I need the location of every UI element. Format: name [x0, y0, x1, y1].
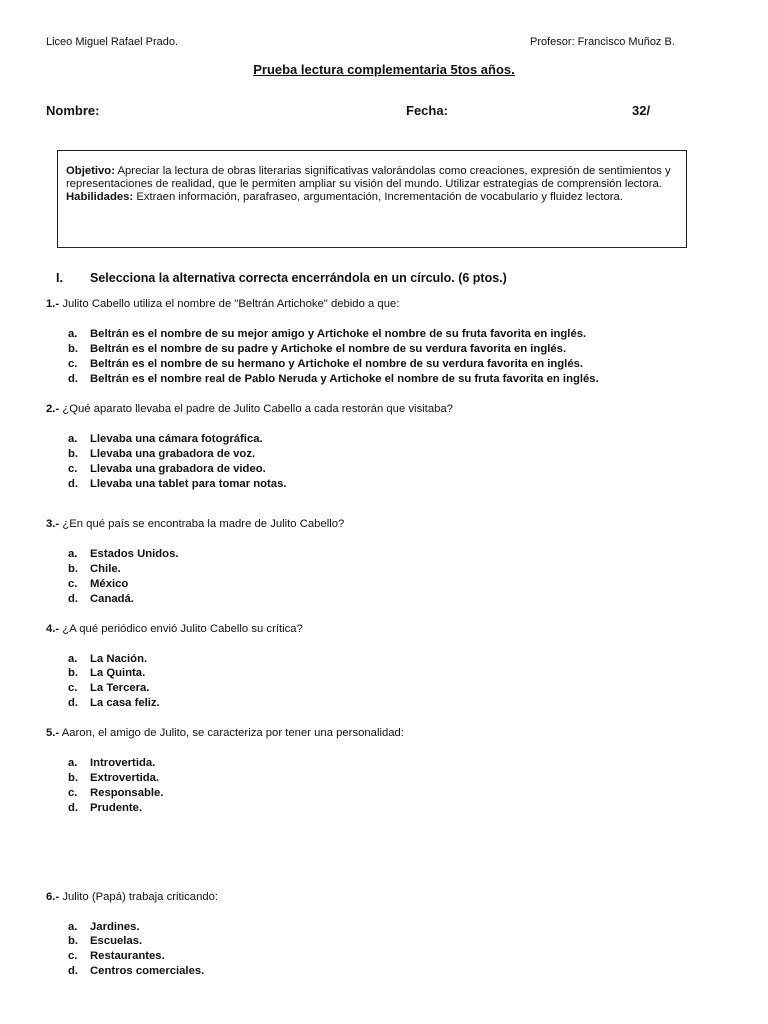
question-number: 5.- [46, 727, 60, 739]
page-title: Prueba lectura complementaria 5tos años. [253, 62, 515, 77]
question-number: 4.- [46, 623, 60, 635]
option-text[interactable]: La Tercera. [90, 682, 150, 694]
objective-label: Objetivo: [66, 165, 115, 177]
option-letter: a. [68, 328, 78, 340]
option-letter: d. [68, 802, 79, 814]
option-letter: a. [68, 757, 78, 769]
option-text[interactable]: La casa feliz. [90, 697, 160, 709]
option-text[interactable]: Beltrán es el nombre de su mejor amigo y Artichoke el nombre de su fruta favorita en inglés. [90, 328, 587, 340]
option-text[interactable]: Jardines. [90, 921, 140, 933]
name-label: Nombre: [46, 103, 100, 118]
question-number: 1.- [46, 298, 60, 310]
option-text[interactable]: Chile. [90, 563, 121, 575]
option-text[interactable]: Beltrán es el nombre real de Pablo Neruda y Artichoke el nombre de su fruta favorita en inglés. [90, 373, 599, 385]
option-letter: a. [68, 653, 78, 665]
question-number: 2.- [46, 403, 60, 415]
teacher-name: Profesor: Francisco Muñoz B. [530, 36, 675, 48]
skills-text: Extraen información, parafraseo, argumentación, Incrementación de vocabulario y fluidez lectora. [136, 191, 623, 203]
option-text[interactable]: Llevaba una grabadora de voz. [90, 448, 256, 460]
option-text[interactable]: Llevaba una tablet para tomar notas. [90, 478, 287, 490]
option-letter: b. [68, 935, 79, 947]
question-5 [46, 727, 404, 739]
option-letter: c. [68, 787, 78, 799]
objective-text: Apreciar la lectura de obras literarias significativas valorándolas como creaciones, expresión de sentimientos y representaciones de realidad, que le permiten ampliar su visión del mundo. Utilizar estrategias de comprensión lectora. [66, 165, 671, 190]
option-text[interactable]: Prudente. [90, 802, 143, 814]
question-number: 3.- [46, 518, 60, 530]
question-text: ¿A qué periódico envió Julito Cabello su crítica? [62, 623, 303, 635]
option-text[interactable]: Escuelas. [90, 935, 143, 947]
school-name: Liceo Miguel Rafael Prado. [46, 36, 179, 48]
option-text[interactable]: Introvertida. [90, 757, 156, 769]
section-instruction: Selecciona la alternativa correcta encerrándola en un círculo. (6 ptos.) [90, 271, 507, 285]
question-6 [46, 891, 218, 903]
score-label: 32/ [632, 103, 651, 118]
question-1 [46, 298, 399, 310]
skills-label: Habilidades: [66, 191, 134, 203]
option-text[interactable]: Responsable. [90, 787, 164, 799]
option-letter: c. [68, 463, 78, 475]
option-letter: a. [68, 921, 78, 933]
option-letter: d. [68, 478, 79, 490]
option-text[interactable]: La Quinta. [90, 667, 146, 679]
option-text[interactable]: Restaurantes. [90, 950, 165, 962]
option-text[interactable]: Estados Unidos. [90, 548, 179, 560]
option-text[interactable]: Extrovertida. [90, 772, 160, 784]
option-letter: b. [68, 448, 79, 460]
option-text[interactable]: Llevaba una grabadora de video. [90, 463, 266, 475]
question-text: Julito Cabello utiliza el nombre de "Beltrán Artichoke" debido a que: [62, 298, 400, 310]
option-text[interactable]: Llevaba una cámara fotográfica. [90, 433, 263, 445]
option-text[interactable]: Beltrán es el nombre de su hermano y Artichoke el nombre de su verdura favorita en inglés. [90, 358, 584, 370]
option-letter: c. [68, 950, 78, 962]
option-letter: c. [68, 682, 78, 694]
question-4 [46, 623, 303, 635]
question-number: 6.- [46, 891, 60, 903]
option-letter: b. [68, 563, 79, 575]
option-letter: b. [68, 343, 79, 355]
question-text: ¿En qué país se encontraba la madre de Julito Cabello? [62, 518, 345, 530]
option-text[interactable]: México [90, 578, 129, 590]
date-label: Fecha: [406, 103, 448, 118]
option-letter: b. [68, 772, 79, 784]
question-text: Julito (Papá) trabaja criticando: [62, 891, 219, 903]
objective-box [57, 150, 687, 248]
question-3 [46, 518, 344, 530]
option-text[interactable]: Centros comerciales. [90, 965, 205, 977]
section-number: I. [56, 271, 63, 285]
option-letter: b. [68, 667, 79, 679]
option-letter: d. [68, 593, 79, 605]
option-letter: a. [68, 548, 78, 560]
option-text[interactable]: La Nación. [90, 653, 148, 665]
option-letter: d. [68, 965, 79, 977]
option-letter: c. [68, 578, 78, 590]
option-text[interactable]: Beltrán es el nombre de su padre y Artichoke el nombre de su verdura favorita en inglés. [90, 343, 567, 355]
option-letter: d. [68, 697, 79, 709]
question-text: ¿Qué aparato llevaba el padre de Julito Cabello a cada restorán que visitaba? [62, 403, 453, 415]
option-letter: a. [68, 433, 78, 445]
question-2 [46, 403, 453, 415]
question-text: Aaron, el amigo de Julito, se caracteriza por tener una personalidad: [61, 727, 404, 739]
option-letter: c. [68, 358, 78, 370]
option-text[interactable]: Canadá. [90, 593, 134, 605]
option-letter: d. [68, 373, 79, 385]
